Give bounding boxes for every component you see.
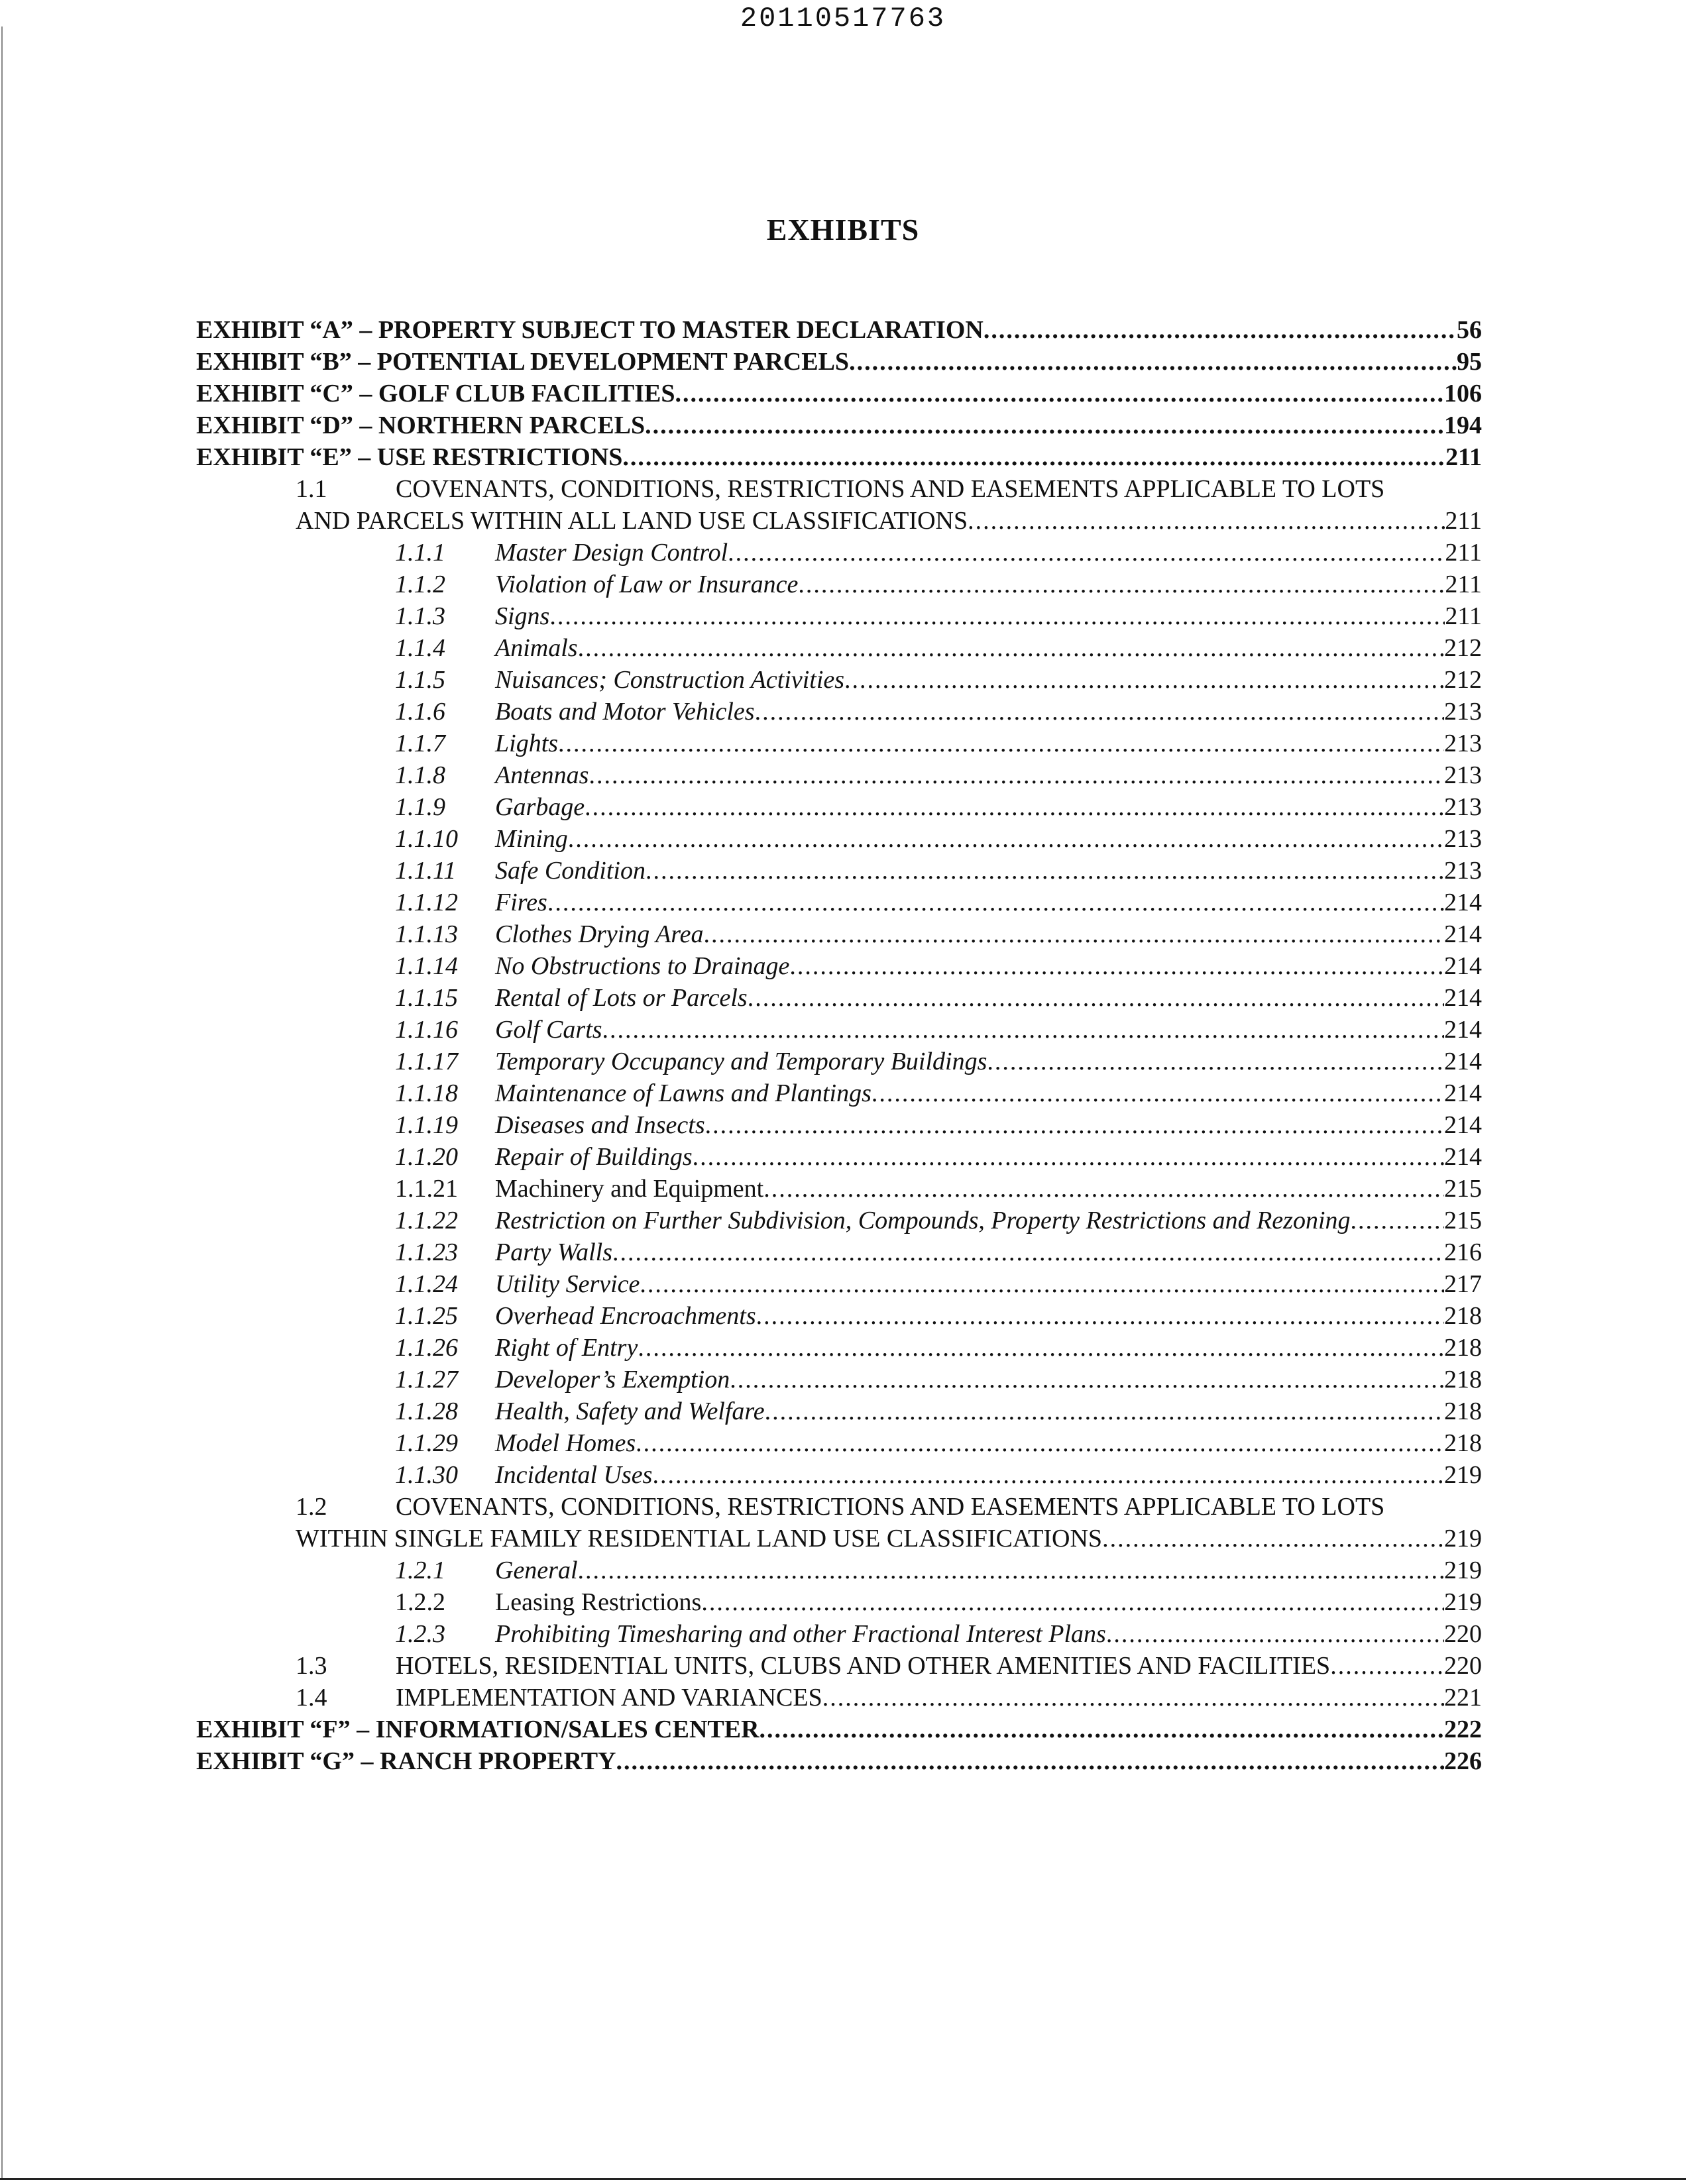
- toc-row: [0, 823, 1686, 855]
- dot-leader: [1102, 1523, 1444, 1555]
- section-title-cont: AND PARCELS WITHIN ALL LAND USE CLASSIFICATIONS: [296, 507, 968, 535]
- subsection-number: 1.1.22: [395, 1207, 458, 1234]
- page-number: 218: [1444, 1429, 1482, 1457]
- subsection-number: 1.1.14: [395, 952, 458, 980]
- document-number: 20110517763: [740, 3, 946, 34]
- subsection-number: 1.1.27: [395, 1366, 458, 1393]
- subsection-number: 1.2.1: [395, 1556, 445, 1584]
- subsection-title: Lights: [495, 730, 559, 757]
- page-number: 226: [1444, 1747, 1482, 1775]
- subsection-number: 1.2.3: [395, 1620, 445, 1648]
- subsection-number: 1.2.2: [395, 1588, 445, 1616]
- dot-leader: [748, 982, 1444, 1014]
- toc-row: [0, 1046, 1686, 1077]
- dot-leader: [756, 1300, 1444, 1332]
- page-number: 216: [1444, 1238, 1482, 1266]
- dot-leader: [844, 664, 1444, 696]
- page-number: 218: [1444, 1334, 1482, 1362]
- page-title: EXHIBITS: [766, 213, 920, 246]
- dot-leader: [585, 791, 1444, 823]
- exhibit-title: EXHIBIT “G” – RANCH PROPERTY: [196, 1747, 616, 1775]
- toc-row: [0, 982, 1686, 1014]
- page-number: 211: [1445, 507, 1482, 535]
- toc-row: [0, 1141, 1686, 1173]
- toc-row: [0, 791, 1686, 823]
- page-number: 219: [1444, 1588, 1482, 1616]
- subsection-title: Model Homes: [495, 1429, 636, 1457]
- subsection-title: Leasing Restrictions: [495, 1588, 702, 1616]
- dot-leader: [704, 918, 1444, 950]
- toc-row: [0, 1364, 1686, 1395]
- toc-row: [0, 1618, 1686, 1650]
- section-title: COVENANTS, CONDITIONS, RESTRICTIONS AND EASEMENTS APPLICABLE TO LOTS: [396, 1493, 1385, 1521]
- subsection-number: 1.1.7: [395, 730, 445, 757]
- toc-row: [0, 664, 1686, 696]
- page-number: 212: [1444, 666, 1482, 694]
- page-number: 214: [1444, 1111, 1482, 1139]
- page-number: 211: [1445, 539, 1482, 567]
- subsection-title: Nuisances; Construction Activities: [495, 666, 845, 694]
- toc-row: [0, 1682, 1686, 1714]
- dot-leader: [645, 410, 1444, 441]
- page-number: 219: [1444, 1461, 1482, 1489]
- dot-leader: [547, 887, 1444, 918]
- toc-row: [0, 1109, 1686, 1141]
- toc-row: [0, 473, 1686, 505]
- page-number: 214: [1444, 1079, 1482, 1107]
- subsection-number: 1.1.5: [395, 666, 445, 694]
- subsection-number: 1.1.13: [395, 920, 458, 948]
- dot-leader: [763, 1173, 1444, 1205]
- dot-leader: [728, 537, 1445, 569]
- subsection-number: 1.1.11: [395, 857, 457, 885]
- page-number: 212: [1444, 634, 1482, 662]
- toc-row: [0, 1395, 1686, 1427]
- subsection-title: Boats and Motor Vehicles: [495, 698, 755, 726]
- subsection-title: Clothes Drying Area: [495, 920, 704, 948]
- page-number: 214: [1444, 889, 1482, 916]
- subsection-title: Party Walls: [495, 1238, 612, 1266]
- page-number: 215: [1444, 1207, 1482, 1234]
- toc-row: [0, 696, 1686, 728]
- subsection-number: 1.1.29: [395, 1429, 458, 1457]
- toc-row: [0, 759, 1686, 791]
- page-number: 214: [1444, 984, 1482, 1012]
- subsection-number: 1.1.20: [395, 1143, 458, 1171]
- subsection-title: Repair of Buildings: [495, 1143, 693, 1171]
- page-number: 219: [1444, 1556, 1482, 1584]
- toc-row: [0, 918, 1686, 950]
- toc-row: [0, 1236, 1686, 1268]
- toc-row: [0, 950, 1686, 982]
- toc-row: [0, 1268, 1686, 1300]
- toc-row: [0, 1173, 1686, 1205]
- page-number: 218: [1444, 1302, 1482, 1330]
- exhibit-title: EXHIBIT “A” – PROPERTY SUBJECT TO MASTER DECLARATION: [196, 316, 984, 344]
- dot-leader: [616, 1745, 1444, 1777]
- subsection-number: 1.1.17: [395, 1048, 458, 1075]
- dot-leader: [636, 1427, 1444, 1459]
- subsection-number: 1.1.19: [395, 1111, 458, 1139]
- dot-leader: [789, 950, 1444, 982]
- page-number: 214: [1444, 1143, 1482, 1171]
- exhibit-title: EXHIBIT “D” – NORTHERN PARCELS: [196, 411, 646, 439]
- toc-row: [0, 505, 1686, 537]
- section-title: COVENANTS, CONDITIONS, RESTRICTIONS AND EASEMENTS APPLICABLE TO LOTS: [396, 475, 1385, 503]
- dot-leader: [578, 632, 1444, 664]
- subsection-title: No Obstructions to Drainage: [495, 952, 790, 980]
- dot-leader: [705, 1109, 1444, 1141]
- dot-leader: [755, 696, 1444, 728]
- page-number: 213: [1444, 857, 1482, 885]
- page-number: 221: [1444, 1684, 1482, 1712]
- toc-row: [0, 537, 1686, 569]
- subsection-title: Mining: [495, 825, 568, 853]
- section-title: HOTELS, RESIDENTIAL UNITS, CLUBS AND OTHER AMENITIES AND FACILITIES: [396, 1652, 1331, 1680]
- section-number: 1.4: [296, 1684, 327, 1712]
- subsection-number: 1.1.24: [395, 1270, 458, 1298]
- dot-leader: [568, 823, 1444, 855]
- dot-leader: [1351, 1205, 1445, 1236]
- toc-row: [0, 1459, 1686, 1491]
- page-number: 56: [1457, 316, 1482, 344]
- subsection-number: 1.1.10: [395, 825, 458, 853]
- subsection-number: 1.1.8: [395, 761, 445, 789]
- page-number: 213: [1444, 825, 1482, 853]
- toc-row: [0, 855, 1686, 887]
- page-number: 106: [1444, 380, 1482, 408]
- page-number: 214: [1444, 952, 1482, 980]
- subsection-number: 1.1.15: [395, 984, 458, 1012]
- toc-row: [0, 1523, 1686, 1555]
- subsection-title: Diseases and Insects: [495, 1111, 705, 1139]
- page-number: 214: [1444, 1016, 1482, 1044]
- subsection-title: General: [495, 1556, 578, 1584]
- page-number: 219: [1444, 1525, 1482, 1553]
- toc-row: [0, 632, 1686, 664]
- exhibit-title: EXHIBIT “F” – INFORMATION/SALES CENTER: [196, 1716, 759, 1743]
- page-number: 218: [1444, 1397, 1482, 1425]
- page-number: 215: [1444, 1175, 1482, 1203]
- dot-leader: [849, 346, 1457, 378]
- dot-leader: [987, 1046, 1444, 1077]
- toc-row: [0, 1555, 1686, 1586]
- section-number: 1.1: [296, 475, 327, 503]
- page-number: 95: [1457, 348, 1482, 376]
- toc-row: [0, 378, 1686, 410]
- page-edge-bottom: [0, 2178, 1686, 2180]
- subsection-number: 1.1.16: [395, 1016, 458, 1044]
- subsection-title: Violation of Law or Insurance: [495, 571, 799, 598]
- dot-leader: [652, 1459, 1444, 1491]
- page-number: 218: [1444, 1366, 1482, 1393]
- section-title: IMPLEMENTATION AND VARIANCES: [396, 1684, 822, 1712]
- subsection-title: Master Design Control: [495, 539, 728, 567]
- page-number: 213: [1444, 730, 1482, 757]
- page-number: 222: [1444, 1716, 1482, 1743]
- toc-row: [0, 1714, 1686, 1745]
- subsection-title: Right of Entry: [495, 1334, 638, 1362]
- subsection-number: 1.1.23: [395, 1238, 458, 1266]
- subsection-title: Animals: [495, 634, 578, 662]
- dot-leader: [701, 1586, 1444, 1618]
- toc-row: [0, 346, 1686, 378]
- toc-row: [0, 1077, 1686, 1109]
- dot-leader: [578, 1555, 1444, 1586]
- subsection-number: 1.1.25: [395, 1302, 458, 1330]
- subsection-title: Antennas: [495, 761, 589, 789]
- section-number: 1.2: [296, 1493, 327, 1521]
- toc-row: [0, 1332, 1686, 1364]
- subsection-title: Health, Safety and Welfare: [495, 1397, 765, 1425]
- page-number: 194: [1444, 411, 1482, 439]
- subsection-title: Garbage: [495, 793, 585, 821]
- subsection-title: Fires: [495, 889, 547, 916]
- toc-row: [0, 1205, 1686, 1236]
- toc-row: [0, 1491, 1686, 1523]
- subsection-title: Utility Service: [495, 1270, 640, 1298]
- subsection-number: 1.1.18: [395, 1079, 458, 1107]
- dot-leader: [638, 1332, 1444, 1364]
- page-number: 214: [1444, 920, 1482, 948]
- dot-leader: [1106, 1618, 1444, 1650]
- subsection-title: Maintenance of Lawns and Plantings: [495, 1079, 871, 1107]
- subsection-title: Golf Carts: [495, 1016, 602, 1044]
- dot-leader: [646, 855, 1444, 887]
- toc-row: [0, 1014, 1686, 1046]
- subsection-number: 1.1.28: [395, 1397, 458, 1425]
- dot-leader: [871, 1077, 1444, 1109]
- section-title-cont: WITHIN SINGLE FAMILY RESIDENTIAL LAND USE CLASSIFICATIONS: [296, 1525, 1103, 1553]
- subsection-number: 1.1.9: [395, 793, 445, 821]
- dot-leader: [589, 759, 1444, 791]
- subsection-number: 1.1.6: [395, 698, 445, 726]
- dot-leader: [968, 505, 1445, 537]
- dot-leader: [693, 1141, 1444, 1173]
- page-number: 214: [1444, 1048, 1482, 1075]
- subsection-title: Restriction on Further Subdivision, Compounds, Property Restrictions and Rezoning: [495, 1207, 1351, 1234]
- subsection-number: 1.1.4: [395, 634, 445, 662]
- dot-leader: [730, 1364, 1444, 1395]
- page-number: 217: [1444, 1270, 1482, 1298]
- page-number: 211: [1445, 602, 1482, 630]
- toc-row: [0, 728, 1686, 759]
- subsection-number: 1.1.1: [395, 539, 445, 567]
- subsection-number: 1.1.3: [395, 602, 445, 630]
- exhibit-title: EXHIBIT “C” – GOLF CLUB FACILITIES: [196, 380, 675, 408]
- dot-leader: [1330, 1650, 1444, 1682]
- toc-row: [0, 1427, 1686, 1459]
- dot-leader: [765, 1395, 1444, 1427]
- toc-row: [0, 600, 1686, 632]
- subsection-number: 1.1.12: [395, 889, 458, 916]
- toc-row: [0, 887, 1686, 918]
- subsection-number: 1.1.30: [395, 1461, 458, 1489]
- exhibit-title: EXHIBIT “B” – POTENTIAL DEVELOPMENT PARCELS: [196, 348, 850, 376]
- toc-row: [0, 1300, 1686, 1332]
- page-number: 211: [1445, 571, 1482, 598]
- toc-row: [0, 569, 1686, 600]
- dot-leader: [822, 1682, 1444, 1714]
- toc-row: [0, 1586, 1686, 1618]
- dot-leader: [612, 1236, 1444, 1268]
- toc-row: [0, 441, 1686, 473]
- dot-leader: [622, 441, 1445, 473]
- subsection-title: Rental of Lots or Parcels: [495, 984, 748, 1012]
- dot-leader: [558, 728, 1444, 759]
- subsection-title: Incidental Uses: [495, 1461, 653, 1489]
- toc-row: [0, 410, 1686, 441]
- exhibit-title: EXHIBIT “E” – USE RESTRICTIONS: [196, 443, 623, 471]
- toc-row: [0, 1745, 1686, 1777]
- subsection-title: Prohibiting Timesharing and other Fractional Interest Plans: [495, 1620, 1106, 1648]
- subsection-number: 1.1.2: [395, 571, 445, 598]
- subsection-title: Overhead Encroachments: [495, 1302, 756, 1330]
- dot-leader: [798, 569, 1445, 600]
- dot-leader: [759, 1714, 1444, 1745]
- toc-row: [0, 1650, 1686, 1682]
- page-number: 213: [1444, 793, 1482, 821]
- dot-leader: [675, 378, 1444, 410]
- page-number: 213: [1444, 761, 1482, 789]
- dot-leader: [640, 1268, 1444, 1300]
- page-number: 220: [1444, 1652, 1482, 1680]
- toc-row: [0, 314, 1686, 346]
- dot-leader: [549, 600, 1445, 632]
- subsection-title: Machinery and Equipment: [495, 1175, 764, 1203]
- subsection-number: 1.1.21: [395, 1175, 458, 1203]
- dot-leader: [984, 314, 1457, 346]
- page-number: 213: [1444, 698, 1482, 726]
- dot-leader: [602, 1014, 1444, 1046]
- subsection-title: Signs: [495, 602, 550, 630]
- page-number: 220: [1444, 1620, 1482, 1648]
- subsection-title: Safe Condition: [495, 857, 646, 885]
- page-number: 211: [1445, 443, 1482, 471]
- section-number: 1.3: [296, 1652, 327, 1680]
- page-edge-left: [1, 27, 3, 2180]
- subsection-title: Temporary Occupancy and Temporary Buildings: [495, 1048, 987, 1075]
- subsection-title: Developer’s Exemption: [495, 1366, 730, 1393]
- subsection-number: 1.1.26: [395, 1334, 458, 1362]
